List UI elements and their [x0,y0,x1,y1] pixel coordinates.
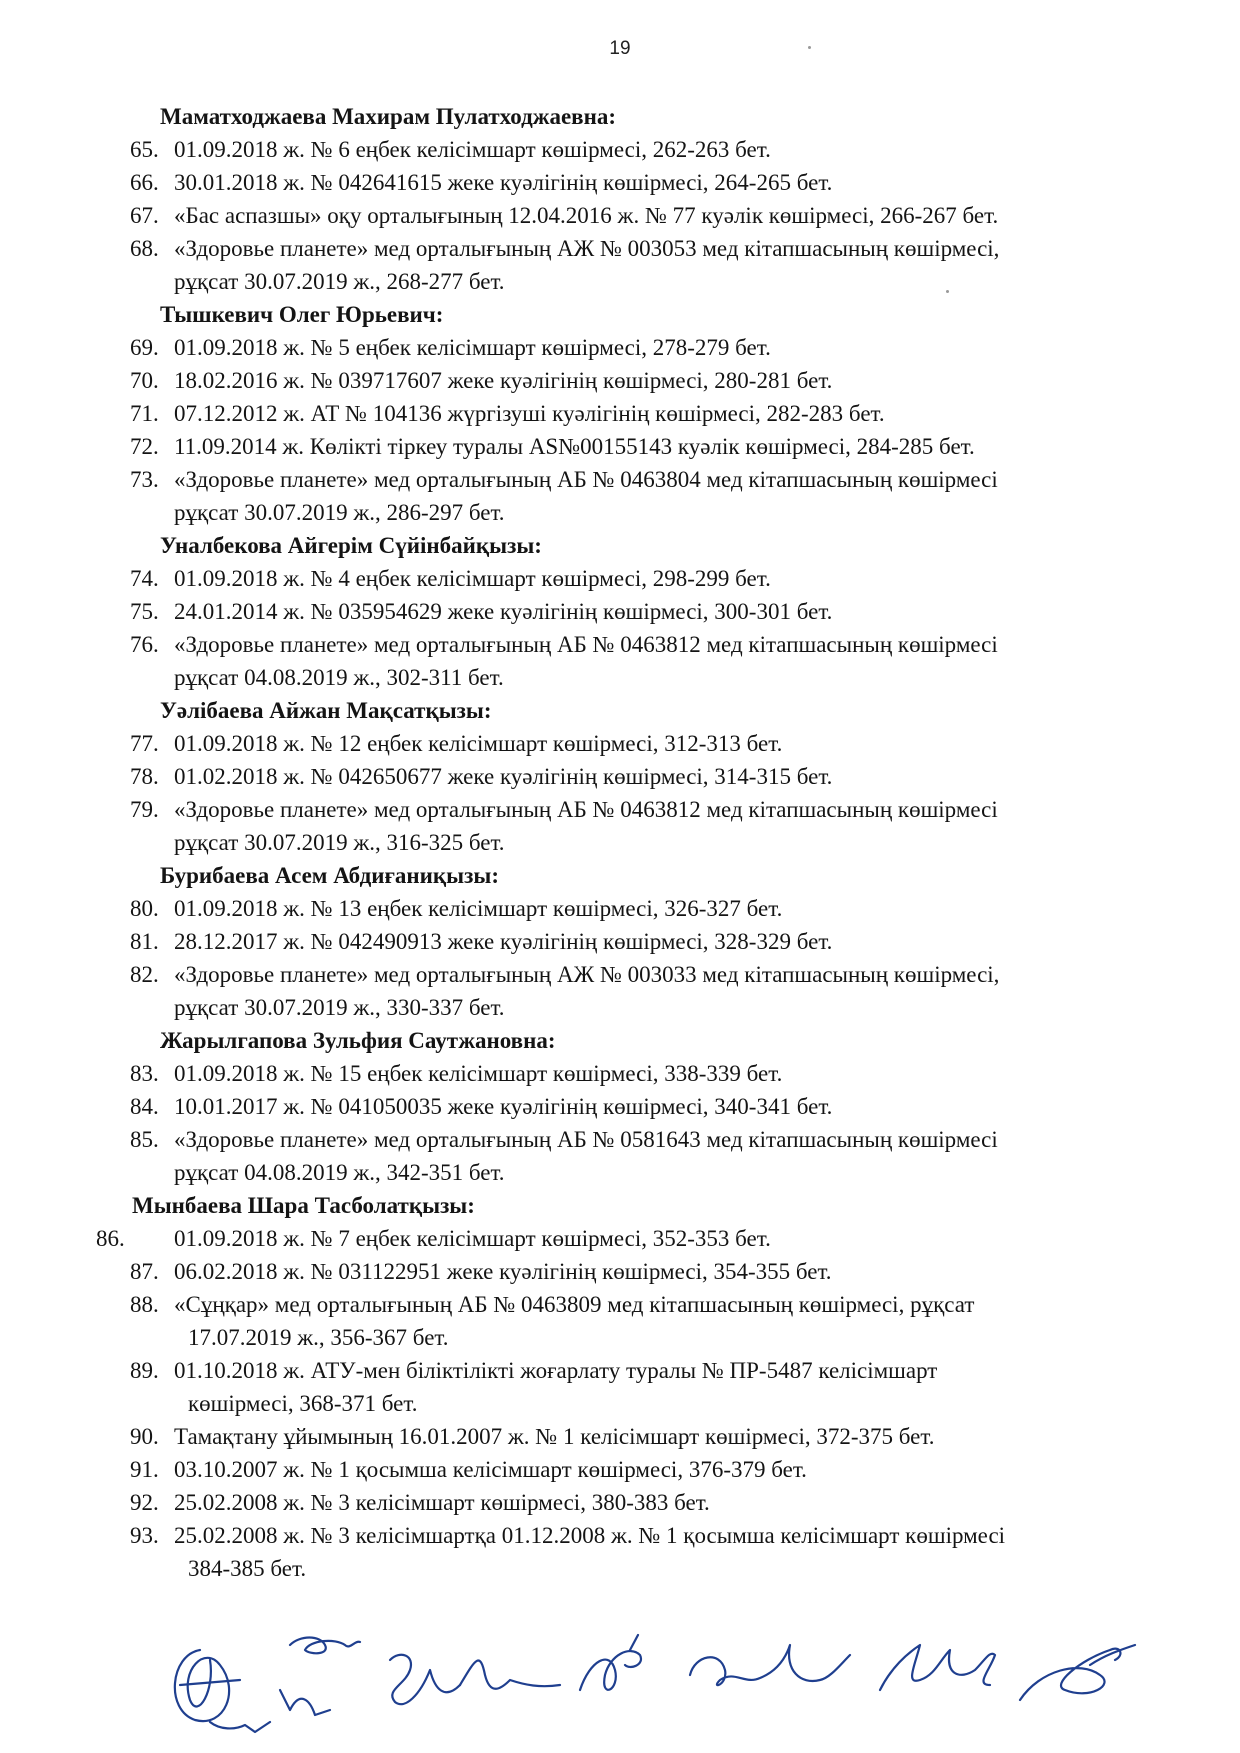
scan-speck [808,46,811,49]
list-item-text: «Бас аспазшы» оқу орталығының 12.04.2016 ж. № 77 куәлік көшірмесі, 266-267 бет. [174,203,999,228]
list-item-text: 01.09.2018 ж. № 7 еңбек келісімшарт көшірмесі, 352-353 бет. [174,1226,771,1251]
list-item [0,430,1240,463]
list-item [0,1288,1240,1354]
list-item [0,958,1240,1024]
list-item-number: 77. [130,731,159,756]
list-item [0,628,1240,694]
list-item-number: 78. [130,764,159,789]
list-item-text: 01.09.2018 ж. № 13 еңбек келісімшарт көшірмесі, 326-327 бет. [174,896,783,921]
list-item-text: 25.02.2008 ж. № 3 келісімшартқа 01.12.2008 ж. № 1 қосымша келісімшарт көшірмесі [174,1523,1006,1548]
list-item-text: 06.02.2018 ж. № 031122951 жеке куәлігінің көшірмесі, 354-355 бет. [174,1259,832,1284]
list-item-text: «Здоровье планете» мед орталығының АБ № 0581643 мед кітапшасының көшірмесі [174,1127,998,1152]
list-item [0,793,1240,859]
list-item-text: 11.09.2014 ж. Көлікті тіркеу туралы AS№00155143 куәлік көшірмесі, 284-285 бет. [174,434,975,459]
list-item-text-continuation: 384-385 бет. [188,1556,307,1581]
list-item-text: 24.01.2014 ж. № 035954629 жеке куәлігінің көшірмесі, 300-301 бет. [174,599,833,624]
list-item-number: 81. [130,929,159,954]
list-item-number: 67. [130,203,159,228]
list-item [0,1486,1240,1519]
list-item-number: 72. [130,434,159,459]
list-item-text: 01.09.2018 ж. № 5 еңбек келісімшарт көшірмесі, 278-279 бет. [174,335,771,360]
person-name-heading: Уналбекова Айгерім Сүйінбайқызы: [160,533,542,558]
list-item [0,562,1240,595]
list-item-text: «Здоровье планете» мед орталығының АБ № 0463812 мед кітапшасының көшірмесі [174,797,998,822]
list-item-text: 25.02.2008 ж. № 3 келісімшарт көшірмесі, 380-383 бет. [174,1490,710,1515]
list-item-number: 84. [130,1094,159,1119]
person-name-heading: Бурибаева Асем Абдиғаниқызы: [160,863,499,888]
list-item-number: 69. [130,335,159,360]
list-item [0,760,1240,793]
list-item [0,1057,1240,1090]
list-item-number: 85. [130,1127,159,1152]
list-item [0,166,1240,199]
list-item [0,925,1240,958]
list-item-text-continuation: көшірмесі, 368-371 бет. [188,1391,418,1416]
list-item-text: «Сұңқар» мед орталығының АБ № 0463809 мед кітапшасының көшірмесі, рұқсат [174,1292,975,1317]
list-item-text: 30.01.2018 ж. № 042641615 жеке куәлігінің көшірмесі, 264-265 бет. [174,170,833,195]
list-item-number: 88. [130,1292,159,1317]
list-item-number: 90. [130,1424,159,1449]
handwritten-signatures [160,1630,1180,1740]
list-item-text: 10.01.2017 ж. № 041050035 жеке куәлігінің көшірмесі, 340-341 бет. [174,1094,833,1119]
list-item-number: 71. [130,401,159,426]
list-item [0,364,1240,397]
list-item-text-continuation: 17.07.2019 ж., 356-367 бет. [188,1325,449,1350]
list-item-number: 87. [130,1259,159,1284]
list-item-number: 76. [130,632,159,657]
list-item-text: 07.12.2012 ж. АТ № 104136 жүргізуші куәлігінің көшірмесі, 282-283 бет. [174,401,885,426]
page-number: 19 [609,38,631,59]
list-item-text: 01.09.2018 ж. № 12 еңбек келісімшарт көшірмесі, 312-313 бет. [174,731,783,756]
list-item-text-continuation: рұқсат 04.08.2019 ж., 302-311 бет. [174,665,504,690]
list-item-text: 28.12.2017 ж. № 042490913 жеке куәлігінің көшірмесі, 328-329 бет. [174,929,833,954]
list-item [0,232,1240,298]
list-item-text-continuation: рұқсат 04.08.2019 ж., 342-351 бет. [174,1160,505,1185]
list-item-text: 01.02.2018 ж. № 042650677 жеке куәлігінің көшірмесі, 314-315 бет. [174,764,833,789]
list-item-text-continuation: рұқсат 30.07.2019 ж., 330-337 бет. [174,995,505,1020]
list-item [0,1090,1240,1123]
list-item-number: 91. [130,1457,159,1482]
person-name-heading: Маматходжаева Махирам Пулатходжаевна: [160,104,616,129]
list-item-number: 65. [130,137,159,162]
list-item-text: «Здоровье планете» мед орталығының АБ № 0463804 мед кітапшасының көшірмесі [174,467,998,492]
list-item-text: 01.10.2018 ж. АТУ-мен біліктілікті жоғарлату туралы № ПР-5487 келісімшарт [174,1358,938,1383]
list-item-text: Тамақтану ұйымының 16.01.2007 ж. № 1 келісімшарт көшірмесі, 372-375 бет. [174,1424,935,1449]
scan-speck [946,290,949,293]
list-item [0,1519,1240,1585]
list-item-number: 92. [130,1490,159,1515]
list-item [0,892,1240,925]
list-item-number: 68. [130,236,159,261]
list-item-number: 74. [130,566,159,591]
person-name-heading: Жарылгапова Зульфия Саутжановна: [160,1028,556,1053]
list-item [0,397,1240,430]
list-item [0,133,1240,166]
list-item-number: 80. [130,896,159,921]
list-item-text: 01.09.2018 ж. № 6 еңбек келісімшарт көшірмесі, 262-263 бет. [174,137,771,162]
list-item-number: 73. [130,467,159,492]
list-item [0,331,1240,364]
person-name-heading: Тышкевич Олег Юрьевич: [160,302,444,327]
list-item-text: «Здоровье планете» мед орталығының АЖ № 003033 мед кітапшасының көшірмесі, [174,962,1000,987]
list-item-text: «Здоровье планете» мед орталығының АЖ № 003053 мед кітапшасының көшірмесі, [174,236,1000,261]
list-item-number: 70. [130,368,159,393]
list-item-number: 66. [130,170,159,195]
list-item [0,595,1240,628]
list-item [0,1123,1240,1189]
list-item [0,727,1240,760]
list-item-text: 03.10.2007 ж. № 1 қосымша келісімшарт көшірмесі, 376-379 бет. [174,1457,807,1482]
list-item-number: 86. [96,1226,125,1251]
list-item-text-continuation: рұқсат 30.07.2019 ж., 268-277 бет. [174,269,505,294]
list-item [0,1420,1240,1453]
list-item-text: 01.09.2018 ж. № 4 еңбек келісімшарт көшірмесі, 298-299 бет. [174,566,771,591]
list-item [0,1354,1240,1420]
signatures-area [160,1630,1180,1740]
list-item-number: 83. [130,1061,159,1086]
person-name-heading: Уәлібаева Айжан Мақсатқызы: [160,698,492,723]
list-item-number: 82. [130,962,159,987]
list-item-text: 18.02.2016 ж. № 039717607 жеке куәлігінің көшірмесі, 280-281 бет. [174,368,833,393]
list-item-text-continuation: рұқсат 30.07.2019 ж., 316-325 бет. [174,830,505,855]
document-body [0,100,1240,1585]
list-item-number: 79. [130,797,159,822]
list-item-number: 93. [130,1523,159,1548]
list-item-number: 75. [130,599,159,624]
list-item [0,1255,1240,1288]
list-item [0,199,1240,232]
person-name-heading: Мынбаева Шара Тасболатқызы: [132,1193,475,1218]
list-item [0,463,1240,529]
list-item-text-continuation: рұқсат 30.07.2019 ж., 286-297 бет. [174,500,505,525]
list-item [0,1453,1240,1486]
list-item-number: 89. [130,1358,159,1383]
list-item-text: 01.09.2018 ж. № 15 еңбек келісімшарт көшірмесі, 338-339 бет. [174,1061,783,1086]
list-item [0,1222,1240,1255]
list-item-text: «Здоровье планете» мед орталығының АБ № 0463812 мед кітапшасының көшірмесі [174,632,998,657]
